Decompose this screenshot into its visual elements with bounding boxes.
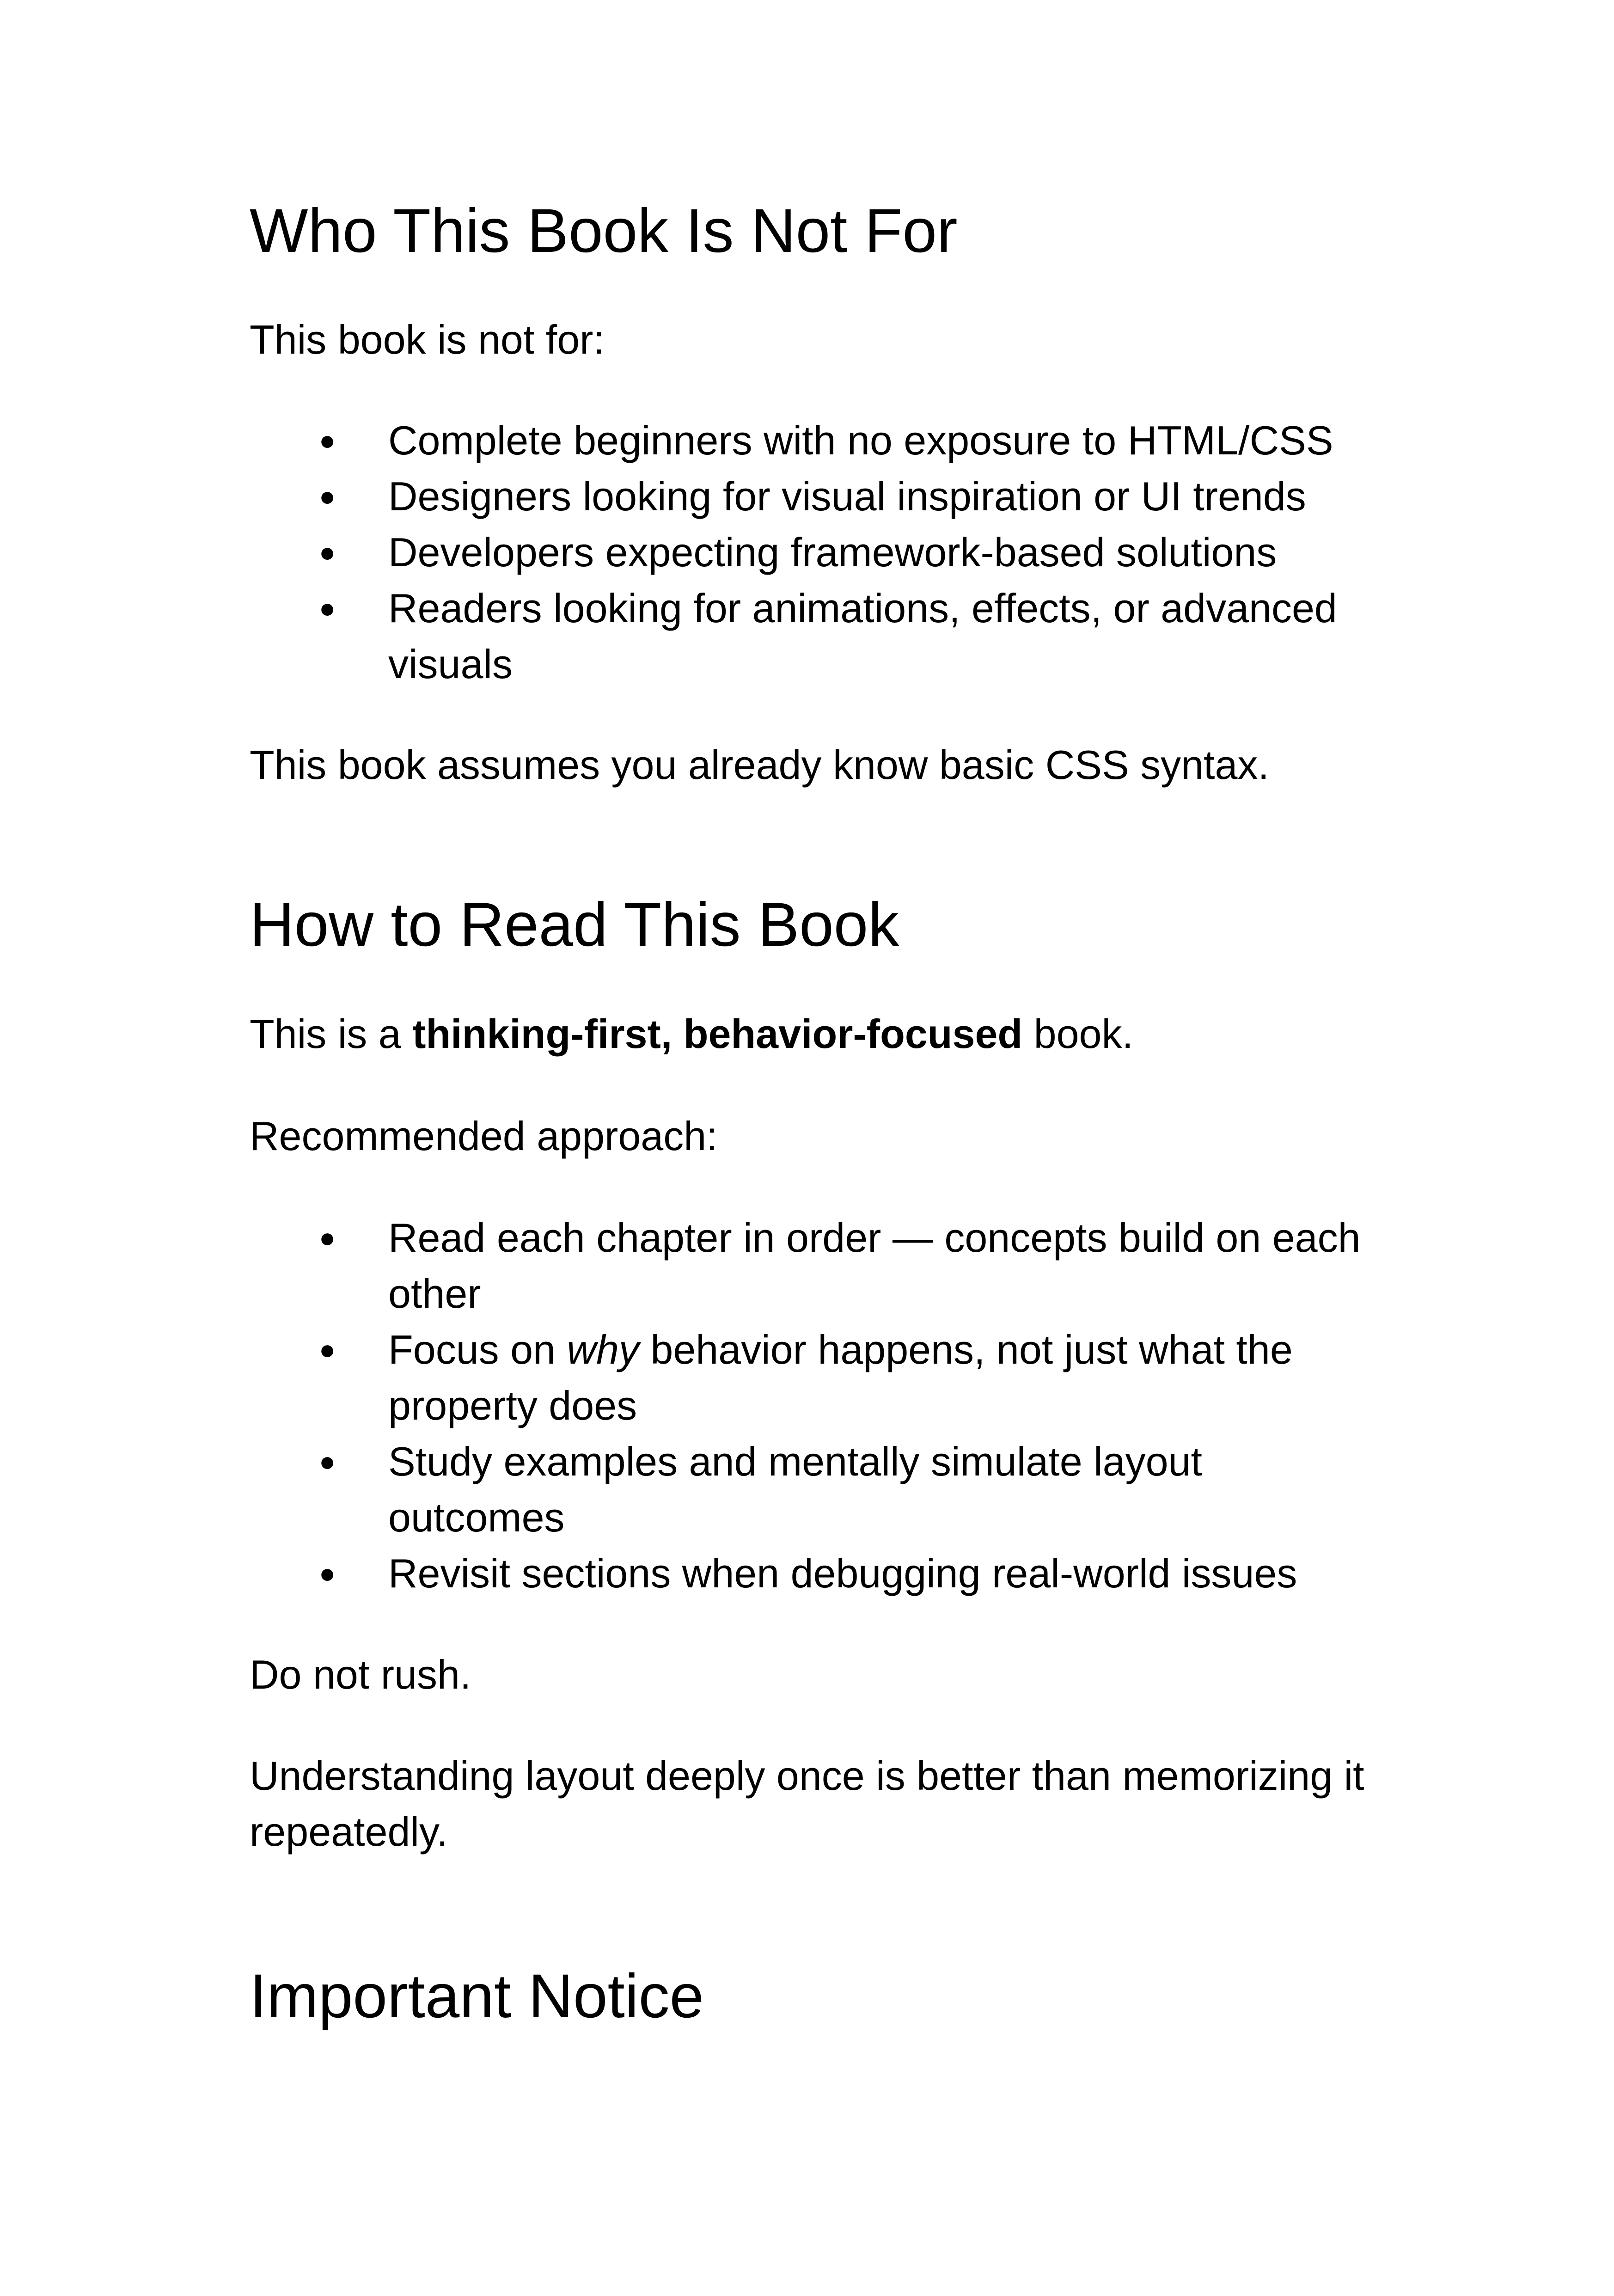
list-item-text: Study examples and mentally simulate layout outcomes — [388, 1439, 1202, 1540]
section-heading-important-notice: Important Notice — [250, 1962, 704, 2031]
bullet-icon: ● — [319, 1334, 336, 1365]
list-item-text: Read each chapter in order — concepts build on each other — [388, 1215, 1361, 1316]
list-item — [250, 1322, 1414, 1433]
list-item — [250, 580, 1414, 692]
list-item — [250, 1433, 1414, 1545]
list-item-text: Designers looking for visual inspiration or UI trends — [388, 473, 1306, 519]
bullet-icon: ● — [319, 1446, 336, 1477]
list-item-suffix: behavior happens, not just what the property does — [388, 1327, 1293, 1428]
bullet-icon: ● — [319, 593, 336, 624]
list-item-text: Readers looking for animations, effects, or advanced visuals — [388, 585, 1337, 687]
bullet-icon: ● — [319, 1558, 336, 1589]
list-item-prefix: Focus on — [388, 1327, 567, 1372]
section-intro: This book is not for: — [250, 317, 605, 362]
not-for-list — [250, 412, 1414, 692]
section-heading-who-not-for: Who This Book Is Not For — [250, 196, 958, 265]
intro-emphasis: thinking-first, behavior-focused — [412, 1011, 1023, 1057]
list-item — [250, 468, 1414, 524]
list-item-emphasis: why — [567, 1327, 639, 1372]
closing-paragraph: Understanding layout deeply once is better than memorizing it repeatedly. — [250, 1753, 1364, 1855]
closing-line: Do not rush. — [250, 1652, 471, 1697]
section-heading-how-to-read: How to Read This Book — [250, 890, 899, 959]
list-item — [250, 412, 1414, 468]
intro-prefix: This is a — [250, 1011, 413, 1057]
bullet-icon: ● — [319, 1222, 336, 1253]
bullet-icon: ● — [319, 537, 336, 568]
section-closing: This book assumes you already know basic CSS syntax. — [250, 742, 1269, 788]
bullet-icon: ● — [319, 425, 336, 456]
bullet-icon: ● — [319, 481, 336, 512]
list-item — [250, 1210, 1414, 1322]
list-item-text: Developers expecting framework-based solutions — [388, 529, 1277, 575]
list-item — [250, 524, 1414, 580]
intro-suffix: book. — [1022, 1011, 1133, 1057]
page-content — [250, 194, 1414, 2033]
approach-list — [250, 1210, 1414, 1601]
section-intro — [250, 1006, 1414, 1062]
approach-label: Recommended approach: — [250, 1113, 718, 1159]
list-item-text: Complete beginners with no exposure to HTML/CSS — [388, 417, 1333, 463]
list-item — [250, 1545, 1414, 1601]
list-item-text: Revisit sections when debugging real-world issues — [388, 1550, 1297, 1596]
